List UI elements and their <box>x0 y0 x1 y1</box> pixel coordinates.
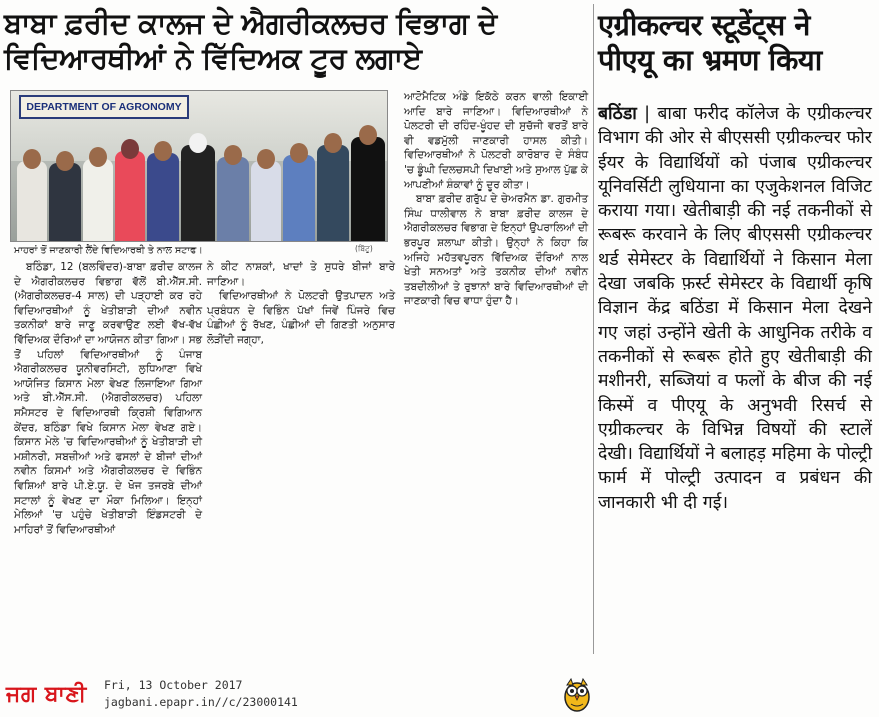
photo-head <box>257 149 275 169</box>
photo-caption: ਮਾਹਰਾਂ ਤੋਂ ਜਾਣਕਾਰੀ ਲੈਂਦੇ ਵਿਦਿਆਰਥੀ ਤੇ ਨਾਲ ਸਟਾਫ। <box>14 245 203 256</box>
owl-icon <box>562 676 592 712</box>
photo-person <box>317 145 349 241</box>
photo-head <box>89 147 107 167</box>
photo-person <box>283 155 315 241</box>
punjabi-column-1 <box>14 260 202 537</box>
hindi-body <box>598 102 872 515</box>
photo-person <box>115 151 145 241</box>
hindi-dateline: बठिंडा <box>598 104 637 124</box>
dateline-separator: | <box>636 104 658 124</box>
photo-head <box>23 149 41 169</box>
photo-head <box>121 139 139 159</box>
photo-head <box>324 133 342 153</box>
photo-person <box>351 137 385 241</box>
photo-head <box>56 151 74 171</box>
photo-person <box>17 161 47 241</box>
department-sign: DEPARTMENT OF AGRONOMY <box>19 95 189 119</box>
column-divider <box>593 4 594 654</box>
photo-head <box>154 141 172 161</box>
photo-credit: (ਬਿੱਟੂ) <box>355 244 373 253</box>
photo-head <box>224 145 242 165</box>
hindi-headline: एग्रीकल्चर स्टूडेंट्स ने पीएयू का भ्रमण किया <box>598 8 822 77</box>
edition-date: Fri, 13 October 2017 <box>104 678 243 692</box>
hindi-body-text: बाबा फरीद कॉलेज के एग्रीकल्चर विभाग की ओर से बीएससी एग्रीकल्चर फोर ईयर के विद्यार्थियों को पंजाब एग्रीकल्चर यूनिवर्सिटी लुधियाना का एजुकेशनल विजिट कराया गया। खेतीबाड़ी की नई तकनीकों से रूबरू करवाने के लिए बीएससी एग्रीकल्चर थर्ड सेमेस्टर के विद्यार्थियों ने किसान मेला देखा जबकि फ़र्स्ट सेमेस्टर के विद्यार्थी कृषि विज्ञान केंद्र बठिंडा में किसान मेला देखने गए जहां उन्होंने खेती के आधुनिक तरीके व तकनीकों से रूबरू होते हुए खेतीबाड़ी की मशीनरी, सब्जियां व फलों के बीज की नई किस्में व पीएयू के अनुभवी रिसर्च से एग्रीकल्चर के विभिन्न विषयों की स्टालें देखी। विद्यार्थियों ने बलाहड़ महिमा के पोल्ट्री फार्म में पोल्ट्री उत्पादन व प्रबंधन की जानकारी भी दी गई। <box>598 104 872 513</box>
punjabi-column-2 <box>207 260 395 348</box>
punjabi-paragraph: ਬਾਬਾ ਫ਼ਰੀਦ ਗਰੁੱਪ ਦੇ ਚੇਅਰਮੈਨ ਡਾ. ਗੁਰਮੀਤ ਸਿੰਘ ਧਾਲੀਵਾਲ ਨੇ ਬਾਬਾ ਫ਼ਰੀਦ ਕਾਲਜ ਦੇ ਐਗਰੀਕਲਚਰ ਵਿਭਾਗ ਦੇ ਇਨ੍ਹਾਂ ਉਪਰਾਲਿਆਂ ਦੀ ਭਰਪੂਰ ਸ਼ਲਾਘਾ ਕੀਤੀ। ਉਨ੍ਹਾਂ ਨੇ ਕਿਹਾ ਕਿ ਅਜਿਹੇ ਮਹੱਤਵਪੂਰਨ ਵਿੱਦਿਅਕ ਦੌਰਿਆਂ ਨਾਲ ਖੇਤੀ ਸਨਅਤਾਂ ਅਤੇ ਤਕਨੀਕ ਦੀਆਂ ਨਵੀਨ ਤਬਦੀਲੀਆਂ ਤੇ ਰੁਝਾਨਾਂ ਬਾਰੇ ਵਿਦਿਆਰਥੀਆਂ ਦੀ ਜਾਣਕਾਰੀ ਵਿਚ ਵਾਧਾ ਹੁੰਦਾ ਹੈ। <box>404 193 588 308</box>
photo-head <box>189 133 207 153</box>
punjabi-paragraph: ਆਟੋਮੈਟਿਕ ਅੰਡੇ ਇਕੱਠੇ ਕਰਨ ਵਾਲੀ ਇਕਾਈ ਆਦਿ ਬਾਰੇ ਜਾਣਿਆ। ਵਿਦਿਆਰਥੀਆਂ ਨੇ ਪੋਲਟਰੀ ਦੀ ਰਹਿੰਦ-ਖੂੰਹਦ ਦੀ ਸੁਚੱਜੀ ਵਰਤੋਂ ਬਾਰੇ ਵੀ ਵਡਮੁੱਲੀ ਜਾਣਕਾਰੀ ਹਾਸਲ ਕੀਤੀ। ਵਿਦਿਆਰਥੀਆਂ ਨੇ ਪੋਲਟਰੀ ਕਾਰੋਬਾਰ ਦੇ ਸੰਬੰਧ 'ਚ ਡੂੰਘੀ ਦਿਲਚਸਪੀ ਦਿਖਾਈ ਅਤੇ ਸੁਆਲ ਪੁੱਛ ਕੇ ਆਪਣੀਆਂ ਸ਼ੰਕਾਵਾਂ ਨੂੰ ਦੂਰ ਕੀਤਾ। <box>404 91 588 191</box>
jagbani-logo: ਜਗ ਬਾਣੀ <box>6 682 87 707</box>
punjabi-headline: ਬਾਬਾ ਫ਼ਰੀਦ ਕਾਲਜ ਦੇ ਐਗਰੀਕਲਚਰ ਵਿਭਾਗ ਦੇ ਵਿਦਿਆਰਥੀਆਂ ਨੇ ਵਿੱਦਿਅਕ ਟੂਰ ਲਗਾਏ <box>4 6 497 75</box>
photo-person <box>147 153 179 241</box>
epaper-url[interactable]: jagbani.epapr.in//c/23000141 <box>104 695 298 709</box>
photo-person <box>83 159 113 241</box>
punjabi-paragraph: ਨੇ ਕੀਟ ਨਾਸ਼ਕਾਂ, ਖਾਦਾਂ ਤੇ ਸੁਧਰੇ ਬੀਜਾਂ ਬਾਰੇ ਜਾਣਿਆ। <box>207 261 395 288</box>
hindi-article <box>596 0 879 717</box>
photo-person <box>181 145 215 241</box>
punjabi-column-3 <box>404 90 588 309</box>
article-photo <box>10 90 388 242</box>
page-footer <box>0 678 590 717</box>
photo-person <box>251 161 281 241</box>
photo-head <box>359 125 377 145</box>
photo-head <box>290 143 308 163</box>
punjabi-paragraph: ਵਿਦਿਆਰਥੀਆਂ ਨੇ ਪੋਲਟਰੀ ਉਤਪਾਦਨ ਅਤੇ ਪ੍ਰਬੰਧਨ ਦੇ ਵਿਭਿੰਨ ਪੱਖਾਂ ਜਿਵੇਂ ਪਿੰਜਰੇ ਵਿਚ ਪੰਛੀਆਂ ਨੂੰ ਰੱਖਣ, ਪੰਛੀਆਂ ਦੀ ਗਿਣਤੀ ਅਨੁਸਾਰ ਲੋੜੀਂਦੀ ਜਗ੍ਹਾ, <box>207 290 395 346</box>
punjabi-paragraph: ਬਠਿੰਡਾ, 12 (ਬਲਵਿੰਦਰ)-ਬਾਬਾ ਫ਼ਰੀਦ ਕਾਲਜ ਦੇ ਐਗਰੀਕਲਚਰ ਵਿਭਾਗ ਵੱਲੋਂ ਬੀ.ਐੱਸ.ਸੀ. (ਐਗਰੀਕਲਚਰ-4 ਸਾਲ) ਦੀ ਪੜ੍ਹਾਈ ਕਰ ਰਹੇ ਵਿਦਿਆਰਥੀਆਂ ਨੂੰ ਖੇਤੀਬਾੜੀ ਦੀਆਂ ਨਵੀਨ ਤਕਨੀਕਾਂ ਬਾਰੇ ਜਾਣੂ ਕਰਵਾਉਣ ਲਈ ਵੱਖ-ਵੱਖ ਵਿੱਦਿਅਕ ਦੌਰਿਆਂ ਦਾ ਆਯੋਜਨ ਕੀਤਾ ਗਿਆ। ਸਭ ਤੋਂ ਪਹਿਲਾਂ ਵਿਦਿਆਰਥੀਆਂ ਨੂੰ ਪੰਜਾਬ ਐਗਰੀਕਲਚਰ ਯੂਨੀਵਰਸਿਟੀ, ਲੁਧਿਆਣਾ ਵਿਖੇ ਆਯੋਜਿਤ ਕਿਸਾਨ ਮੇਲਾ ਵੇਖਣ ਲਿਜਾਇਆ ਗਿਆ ਅਤੇ ਬੀ.ਐੱਸ.ਸੀ. (ਐਗਰੀਕਲਚਰ) ਪਹਿਲਾ ਸਮੈਸਟਰ ਦੇ ਵਿਦਿਆਰਥੀ ਕ੍ਰਿਸ਼ੀ ਵਿਗਿਆਨ ਕੇਂਦਰ, ਬਠਿੰਡਾ ਵਿਖੇ ਕਿਸਾਨ ਮੇਲਾ ਵੇਖਣ ਗਏ। ਕਿਸਾਨ ਮੇਲੇ 'ਚ ਵਿਦਿਆਰਥੀਆਂ ਨੂੰ ਖੇਤੀਬਾੜੀ ਦੀ ਮਸ਼ੀਨਰੀ, ਸਬਜ਼ੀਆਂ ਅਤੇ ਫਸਲਾਂ ਦੇ ਬੀਜਾਂ ਦੀਆਂ ਨਵੀਨ ਕਿਸਮਾਂ ਅਤੇ ਐਗਰੀਕਲਚਰ ਦੇ ਵਿਭਿੰਨ ਵਿਸ਼ਿਆਂ ਬਾਰੇ ਪੀ.ਏ.ਯੂ. ਦੇ ਖੋਜ ਤਜਰਬੇ ਦੀਆਂ ਸਟਾਲਾਂ ਨੂੰ ਵੇਖਣ ਦਾ ਮੌਕਾ ਮਿਲਿਆ। ਇਨ੍ਹਾਂ ਮੇਲਿਆਂ 'ਚ ਪਹੁੰਚੇ ਖੇਤੀਬਾੜੀ ਇੰਡਸਟਰੀ ਦੇ ਮਾਹਿਰਾਂ ਤੋਂ ਵਿਦਿਆਰਥੀਆਂ <box>14 261 202 536</box>
photo-person <box>217 157 249 241</box>
photo-person <box>49 163 81 241</box>
